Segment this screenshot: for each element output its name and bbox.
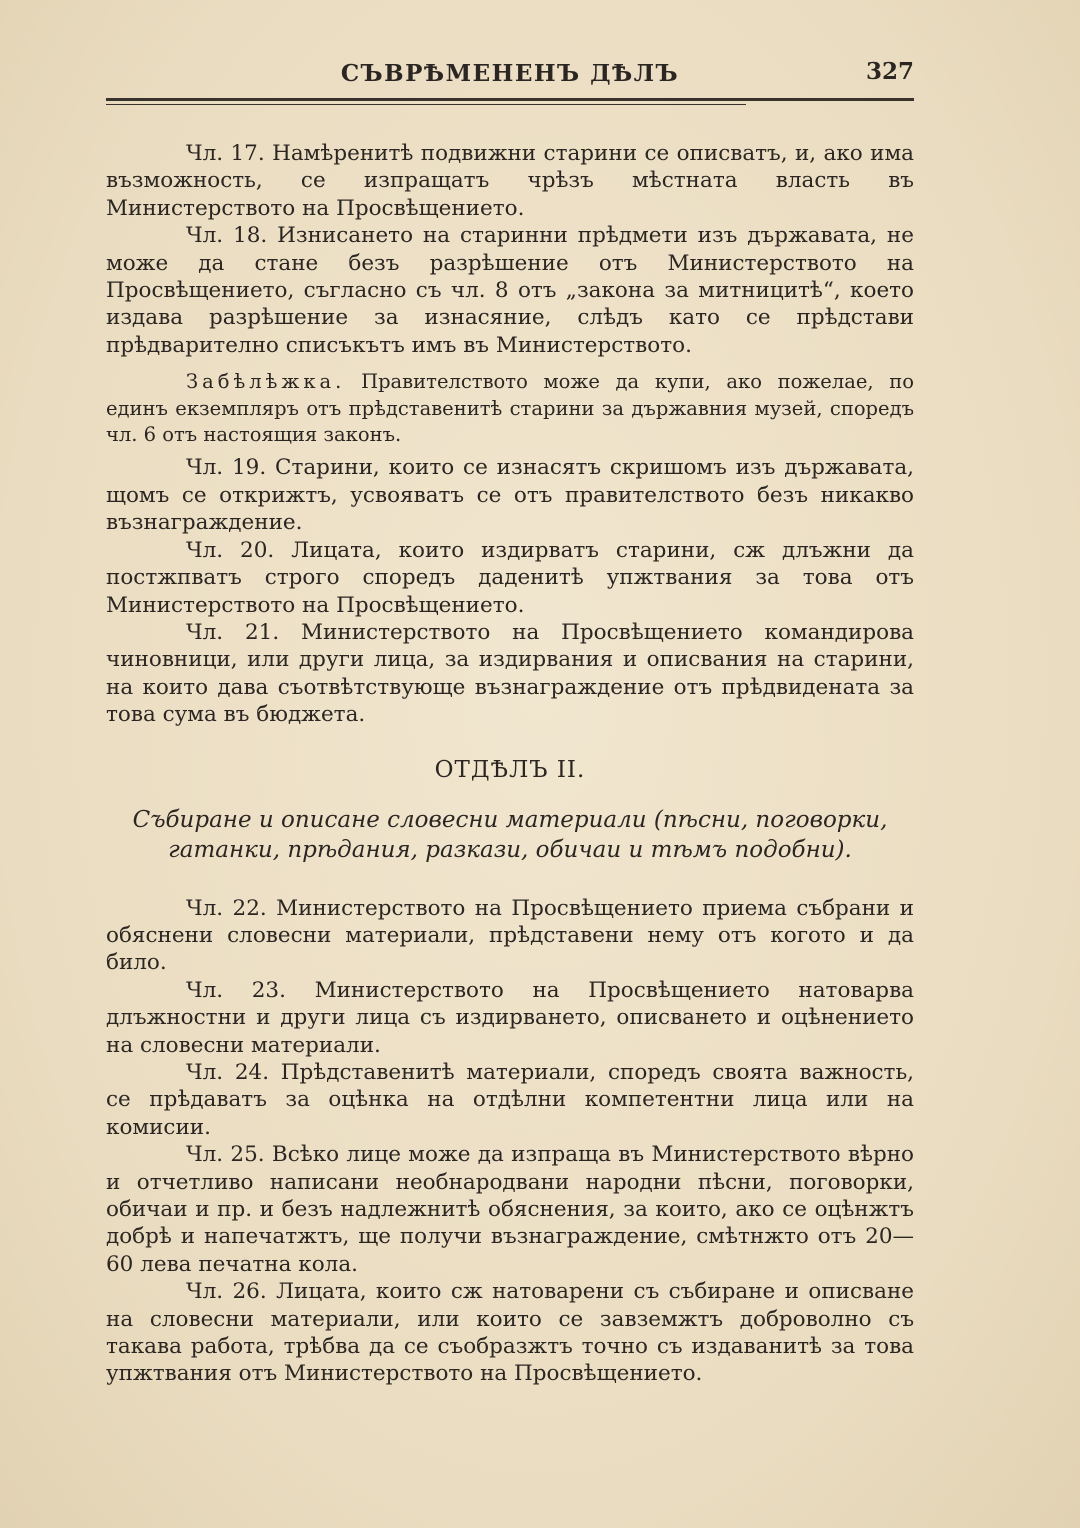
article-17: Чл. 17. Намѣренитѣ подвижни старини се описватъ, и, ако има възможность, се изпращатъ чрѣзъ мѣстната власть въ Министерството на Просвѣщението. bbox=[106, 141, 914, 221]
article-19: Чл. 19. Старини, които се изнасятъ скришомъ изъ държавата, щомъ се открижтъ, усвояватъ се отъ правителството безъ никакво възнаграждение. bbox=[106, 455, 914, 536]
article-18: Чл. 18. Изнисането на старинни прѣдмети изъ държавата, не може да стане безъ разрѣшение отъ Министерството на Просвѣщението, съгласно съ чл. 8 отъ „закона за митницитѣ“, което издава разрѣшение за изнасяние, слѣдъ като се прѣдстави прѣдварително списъкътъ имъ въ Министерството. bbox=[106, 223, 914, 358]
article-24: Чл. 24. Прѣдставенитѣ материали, споредъ своята важность, се прѣдаватъ за оцѣнка на отдѣлни компетентни лица или на комисии. bbox=[106, 1059, 914, 1140]
header-rule-thin bbox=[106, 104, 746, 105]
article-20: Чл. 20. Лицата, които издирватъ старини, сж длъжни да постжпватъ строго споредъ даденитѣ упжтвания за това отъ Министерството на Просвѣщението. bbox=[106, 537, 914, 618]
article-21: Чл. 21. Министерството на Просвѣщението командирова чиновници, или други лица, за издирвания и описвания на старини, на които дава съотвѣтствующе възнаграждение отъ прѣдвиденaта за това сума въ бюджета. bbox=[106, 619, 914, 728]
article-22: Чл. 22. Министерството на Просвѣщението приема събрани и обяснени словесни материали, прѣдставени нему отъ когото и да било. bbox=[106, 895, 914, 976]
section-title: ОТДѢЛЪ II. bbox=[434, 756, 586, 783]
article-25: Чл. 25. Всѣко лице може да изпраща въ Министерството вѣрно и отчетливо написани необнародвани народни пѣсни, поговорки, обичаи и пр. и безъ надлежнитѣ обяснения, за които, ако се оцѣнжтъ добрѣ и напечатжтъ, ще получи възнаграждение, смѣтнжто отъ 20—60 лева печатна кола. bbox=[106, 1142, 914, 1277]
note-text: Правителството може да купи, ако пожелае, по единъ екземпляръ отъ прѣдставенитѣ старини за държавния музей, споредъ чл. 6 отъ настоящия законъ. bbox=[106, 370, 914, 447]
page-body bbox=[106, 140, 914, 1388]
page-number: 327 bbox=[865, 58, 914, 85]
header-rule-thick bbox=[106, 98, 914, 101]
article-23: Чл. 23. Министерството на Просвѣщението натоварва длъжностни и други лица съ издирването, описването и оцѣнението на словесни материали. bbox=[106, 977, 914, 1058]
article-26: Чл. 26. Лицата, които сж натоварени съ събиране и описване на словесни материали, или които се завземжтъ доброволно съ такава работа, трѣбва да се съобразжтъ точно съ издаванитѣ за това упжтвания отъ Министерството на Просвѣщението. bbox=[106, 1279, 914, 1387]
page-header bbox=[106, 58, 914, 96]
running-title: СЪВРѢМЕНЕНЪ ДѢЛЪ bbox=[340, 60, 680, 87]
note-label: Забѣлѣжка. bbox=[186, 370, 346, 394]
section-subtitle: Събиране и описане словесни материали (пѣсни, поговорки, гатанки, прѣдания, разкази, обичаи и тѣмъ подобни). bbox=[132, 806, 888, 863]
footnote-remark bbox=[106, 369, 914, 448]
